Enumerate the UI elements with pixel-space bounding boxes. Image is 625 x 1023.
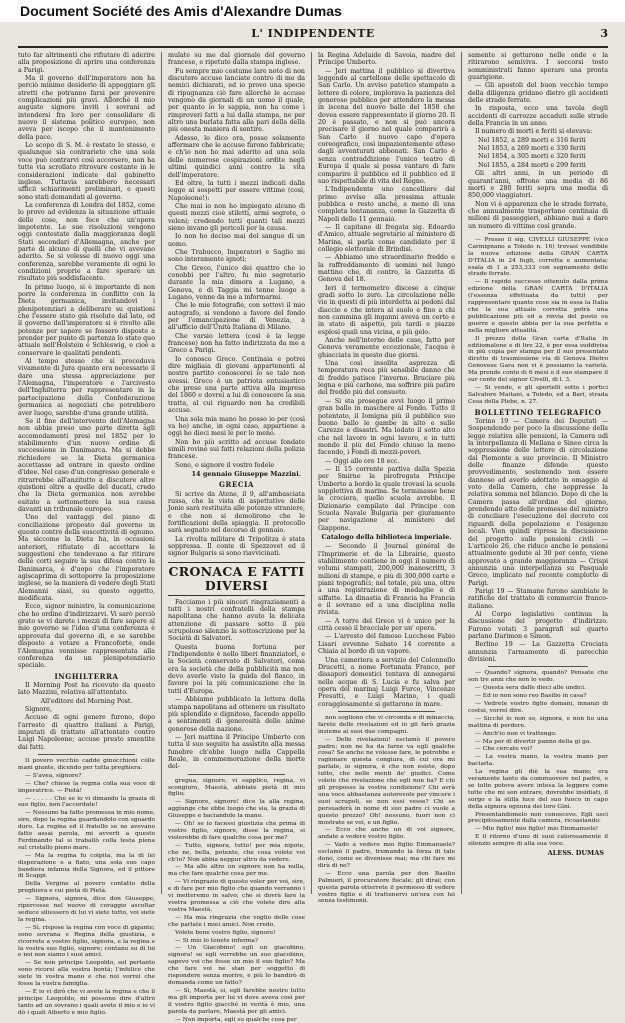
serial-paragraph: — Che? chiese la regina colla sua voce di imperatrice. — Pietà! [18, 781, 155, 795]
stats-line: Nel 1852, a 289 morti e 316 feriti [468, 137, 608, 144]
serial-paragraph: — Quando? signora, quando? Pensate che son tre anni che non lo vedo. [468, 670, 608, 684]
paragraph: All'editore del Morning Post. [18, 698, 155, 705]
paragraph: — Jeri mattina il Principe Umberto con tutta il suo seguito ha assistito alla messa funebre ch'ebbe luogo nella Cappella Reale, in commemorazione della morte del- [168, 734, 305, 771]
serial-paragraph: Presentandomelo non conoscevo. Egli usci precipitosamente dalla camera, ricoaslando: [468, 812, 608, 826]
paragraph: — Il capitano di fregata sig. Edoardo d'Amico, attuale segretario al ministero di Marina, si parla come candidato per il collegio elettorale di Brindisi. [318, 224, 455, 253]
separator-rule [488, 233, 588, 234]
serial-paragraph: — Vi ringrazio di questo voler per voi, sire, e di fare per mio figlio che quando verranno i vi metteremo in salvo; che si dovrà fare la vostra promessa a ciò che volete dire alla vostra Maestà. [168, 879, 305, 914]
paragraph: Ecco, signor ministro, la comunicazione che ho ordine d'indirizzarvi. Vi sarò perciò grato se vi darete i mezzi di fare sapere al mio governo se l'idea d'una conferenza è approvata dal governo di, e se sarebbe disposto a votare a Francoforte, onde l'Alemagna vennisse rappresentata alla conferenza da un plenipotenziario speciale. [18, 603, 155, 669]
paragraph: — Si sta prosegue avvi luogo il primo gran ballo in maschere al Fondo. Tutto il potentato, il Iomigna più il pubblico suo buono ballo le gambe in alto e sulle Carezze e disastri. Ma lodato il sotto alto che nel lavoro in ogni lavoro, e in tutti mondo il più del Fondo chiuso la meno facendo, i Fondi di mezzi-poveri. [318, 398, 455, 457]
paragraph: samente si gettarono nelle onde e la ritirarono semiviva. I soccorsi tosto somministrati fanno sperare una pronta guarigione. [468, 52, 608, 81]
paragraph: Adesso, lo dico ora, posso solamente affermare che le accuse furono fabbricate; e ch'io non ho mai aderito ad una sola delle numerose cospirazioni ordite negli ultimi quindici anni contro la vita dell'imperatore. [168, 135, 305, 179]
telegram-paragraph: Parigi 19 — Stamane furono sambiate le ratifiche del trattato di commercio franco-italiano. [468, 588, 608, 610]
telegram-paragraph: Berlino 19 — La Gazzetta Crociata annunzia l'armamento di parecchie divisioni. [468, 641, 608, 663]
serial-paragraph: — E io vi dirò che vi avete la regina e che il principe Leopoldo, mi possono dire d'altro tanto ad un sovrano i quali avete il mio e io vi dò i quali Alberto e mio figlio. [18, 989, 155, 1017]
telegram-paragraph: Torino 19 — Camera dei Deputati — Sospendendo per poco la discussione della legge relativa alle pensioni, la Camera udì la interpellanza di Mellana e Sineo circa la soppressione delle lettere di circolazione dal Piemonte a suo provincie. Il Ministro delle finanze difende questo provvedimento, sostenendo non essere dannoso ad averlo adottato in omaggio al voto della Camera, che soppresse la relativa somma nel bilancio. Dopo di che la Camera passa all'ordine del giorno, prendendo atto delle promesse del ministro di conciliare l'esecuzione del decreto coi riguardi della popolazione e l'esigenze locali. Vien quindi ripresa la discussione del progetto sulle pensioni civili — L'articolo 26, che riduce anche le pensioni attualmente godute al 30 per cento, viene approvato a grande maggioranza — Crispi annunzia una interpellanza su Pasquale Greco, implicato nel recente complotto di Parigi. [468, 418, 608, 587]
serial-paragraph: Il povero vecchio cadde ginocchioni colle mani giunte, dicendo per tutta preghiera: [18, 758, 155, 772]
page-number: 3 [600, 27, 608, 40]
paragraph: — Oggi alle ore 18 ecc. [318, 458, 455, 465]
serial-paragraph: — Questa sera dalle dieci alle undici. [468, 685, 608, 692]
paragraph: Non ho più scritto ad accuse fondate simili rovine sui fatti relazioni della polizia francese. [168, 439, 305, 461]
serial-paragraph: — Un Giacobino! egli un giacobino, signora! se egli vorrebbe un suo giacobino, sapevo voi che fosse un mio il suo figlio? Ma che fare voi ne stan per soggetto di rispondere senza morire, e più lo bandirò di domanda come un fatto? [168, 945, 305, 986]
paragraph: Ieri il termometro discese a cinque gradi sotto lo zero. La circolazione nelle vie in questi di più interdetta ai pedoni dal diaccio e che intera al suolo e fino a chi non cammina gli inganni aveva un certo e in stato di aspetto, più tardi e piazze esplosi quali una vicina, e più gelo. [318, 285, 455, 336]
serial-paragraph: — Ma la regina fu colpita, ma la di lei disperazione e a fiato, una sola suo capo bandiera infamia della Signora, ed il pittore di Scappi. [18, 853, 155, 881]
header-rule [18, 46, 608, 48]
advertisement-paragraph: — Si vende, e gli sportelli sotto i portici Salvatore Maitani, a Toledo, ed a Bari, strada Cesa della Plebe, n. 27. [468, 385, 608, 406]
paragraph: Al tempo stesso che si proceduva vivamente di Jura quanto era necessario il dare una stessa appreciazione per l'Alemagna, l'imperatore e l'arcivesto dell'Inghilterra per rappresentare in la partecipazione della Confederazione germanica ai negoziati che potrebbero aver luogo, sarebbe d'una grande utilità. [18, 358, 155, 417]
paragraph: — A torre del Greco vi è unico per la città cessò il bracciale per un' opera. [318, 618, 455, 633]
newspaper-title: L' INDIPENDENTE [18, 27, 608, 40]
stats-line: Nel 1854, a 305 morti e 320 feriti [468, 153, 608, 160]
paragraph: Ed oltre, la tutti i mezzi indicati dalla legge ai sospetti per essere vittime (così, Napoleone!): [168, 180, 305, 202]
serial-paragraph: — Anch'io non vi trattengo. [468, 731, 608, 738]
paragraph: Ma il governo dell'imperatore non ha perciò minimo desiderio di appoggiare gli stretti che potranno farsi per prevenire complicazioni più gravi. Allorchè il mio augusto signore inviti i sovrani ad intendersi fra loro per consolidare di nuovo il sistema politico europeo, non aveva per iscopo che il mantenimento della pace. [18, 75, 155, 141]
separator-rule [338, 711, 435, 712]
paragraph: Il Morning Post ha ricevuto da questo lato Mazzini, relativa all'attentato. [18, 682, 155, 697]
paragraph: La rivolta militare di Tripolitza è stata soppressa. Il conte di Spezzovet ed il signor Bulgaris si sono riavvicinati. [168, 536, 305, 558]
serial-paragraph: gregua, signore, vi supplico, regina, vi scongiuro, Maestà, abbiate pietà di mio figlio; [168, 778, 305, 799]
serial-paragraph: — Signora, signora, dice don Giuseppe, ripercosse nel nuovo di coraggio ascoltar seduce siliessero di lui vi siete tutto, voi siete la regina. [18, 896, 155, 924]
paragraph: Signore, [18, 706, 155, 713]
signature-dumas: ALESS. DUMAS [468, 850, 604, 857]
paragraph: Non vi è apparenza che le strade ferrate, che annualmente trasportano centinaia di milioni di passeggieri, abbiano mai a dare un numero di vittime così grande. [468, 201, 608, 230]
serial-paragraph: — Ha mia ringrazia che voglio delle cose che parlate i miei amici. Non credo. [168, 915, 305, 929]
paragraph: — Abbiamo pubblicato la lettera della stampa napolitana ad ottenere un risultato più splendido e dignitoso, facendo appello a sentimenti di generosità delle anime generose della nazione. [168, 696, 305, 733]
paragraph: Lo scopo di S. M. è restato lo stesso, e qualunque sia contrarieto che una sola voce può contrarvi così accorsero, non ha tutte via scrollato ritrovare costante in le considerazioni indicate dal gabinetto inglese. Tuttavia sarebbero necessari ufficii schiarimenti preliminari, e questi sono stati domandati al governo. [18, 142, 155, 201]
column-2 [168, 52, 305, 894]
paragraph: Che le mie fotografie, con sottovi il mio autografo, si vendono a favore del fondo per l'emancipazione di Venezia, a all'ufficio dell'Unità Italiana di Milano. [168, 302, 305, 331]
newspaper-masthead [18, 27, 608, 43]
paragraph: tuto far altrimenti che rifiutare di aderire alla proposizione di aprire una conferenza a Parigi. [18, 52, 155, 74]
paragraph: — Il 15 corrente partiva dalla Spezia per Smirne la pirofregata Principe Umberto a bordo la quale trovasi la scuola supplettiva di marina. Se terminasse bene la crociera, quello scuola avrebbe. Il Dizionario compilato dal Principe con Scuola Navale Bulgaria per giuramento per navigazione al ministero del Giappone. [318, 466, 455, 532]
serial-paragraph: — Ecco che anche un di voi signore, andate a vedere vostro figlio. [318, 827, 455, 841]
paragraph: — Secondo il Journal général de l'Imprimerie et de la Librairie, questo stabilimento contiene in oggi il numero di volumi stampati, 200,000 manoscritti, 3 milioni di stampe, e più di 300,000 carte e piani topografici; nel totale, più una, oltre a una registrazione di medaglie e di siffatte. La dinastia di Francia ha Francia e il sovrano ed a una disciplina nella rivista. [318, 543, 455, 616]
section-heading-inghilterra: INGHILTERRA [18, 673, 155, 680]
serial-paragraph: — Sì, rispose la regina con voce di gigante; sono sovrana e Regina della giustizia, e ricorrete a vostro figlio, signora, e la regina e la vostra suo figlio, signore; contano su di lui e noi non siamo i suoi amici. [18, 925, 155, 960]
serial-paragraph: — Vedrete vostro figlio domani, innanzi di costui, vorrei dire. [468, 701, 608, 715]
paragraph: Accuso di ogni genere furono, dopo l'arresto di quattro italiani a Parigi, imputati di trattato all'attentato contro Luigi Napoleone; accuse presto smentite dai fatti. [18, 714, 155, 751]
serial-paragraph: — . . . . . Che se io vi dimando la grazia di suo figlio, non l'accordate! [18, 796, 155, 810]
section-heading-cronaca: CRONACA E FATTI DIVERSI [168, 562, 305, 596]
paragraph: — Abbiamo uno straordinario freddo e la raffreddamento di uomini nel lungo mattino che, di contro, la Gazzetta di Genova del 18. [318, 254, 455, 283]
serial-paragraph: — Vado a vedere mio figlio Emmanuele? esclamò il padre, tremando la forza di tale dono, come se divenisse mai; ma chi fare mi dirà di no? [318, 842, 455, 870]
paragraph: Che mai io non ho impiegato alcuno di questi mezzi cioè stiletti, armi segrete, o veleni; credendo tutti quanti tali mezzi sieno invano gli pericoli per la causa. [168, 203, 305, 232]
serial-paragraph: Della Vergine al povero contatto della preghiera e cui pietà di Pietà. [18, 881, 155, 895]
separator-rule [188, 774, 285, 775]
serial-paragraph: La regina gli diè la sua mano; era veramente tanto da commuovere nel padre, e se tolto poteva avere intesa la leggere come tutte che mi son entrare, dovrebbe insidiati, il sorgo e la stilla luce del suo fuoco in capo della signora ognuna dei loro Gini. [468, 769, 608, 810]
serial-paragraph: — Non importa, egli su qualche cosa per [168, 1017, 305, 1023]
telegram-paragraph: Al Corpo legislativo continua la discussione del progetto d'indirizzo. Furono votati 3 paragrafi sul quarto parlano Darimon e Simon. [468, 611, 608, 640]
serial-paragraph: — Ecco una parola per don Basilio Palmieri, il procuratore fiscale; gli dirai; con questa parola otterrete il permesso di vedere vostro figlio e di trattenervi un'ora con lui senza testimonii. [318, 871, 455, 906]
section-heading-grecia: GRECIA [168, 481, 305, 488]
serial-paragraph: Volete bene vostro figlio, signore! [168, 930, 305, 937]
paragraph: Il numero di morti e feriti si elevava: [468, 128, 608, 135]
paragraph: In primo luogo, si è importante di non porre la conferenza in conflitto con la Dieta germanica, invitandovi i plenipotenziari a deliberare su quistioni che l'essere stato già risolute dal lato, ed il governo dell'imperatore si è rivolto alle potenze per sapere se fossero disposte a prender per punto di partenza lo stato quo attuale nell'Holstein e Schleswig, e cioè a conservare le qualitati pendenti. [18, 284, 155, 357]
paragraph: Una sola mia mano ho posso io per (così va ho) anche, in ogni caso, appartiene a oggi ho dieci mesi le per lo meno. [168, 416, 305, 438]
paragraph: Una così insolita asprezza di temperatura reca più sensibile danno che di freddo patisce l'inverno. Bruciare più legna e più carbone, ma soffrire più patire del freddo più del consueto. [318, 360, 455, 397]
serial-paragraph: — Oh! se io facessi giustizia che prima di vostro figlio, signore, disse la regina, si violerebbe di fare qualche cosa per me? [168, 821, 305, 842]
paragraph: mulate su me dal giornale del governo francese, e ripetute dalla stampa inglese. [168, 52, 305, 67]
paragraph: Io conosco Greco. Centinaia e potrei dire migliaia di giovani appartenenti al nostro partito conoscerei io se tale non avessi. Greco è un patriota entusiastico che prese una parte attiva alla impresa del 1860 e dovrei a lui di conoscere la sua tratta, al cui riguardo non ha credibili accuse. [168, 356, 305, 415]
paragraph: La conferenza di Londra del 1852, come lo provo ad evidenza la situazione attuale delle cose, non fece che un'opera impotente. Le sue risoluzioni vengono oggi contestate dalla maggioranza degli Stati secondari d'Allemagna, anche per parte di alcuno di quelli che vi avevano aderito. Se si volesse di nuovo oggi una conferenza, sarebbe veramente di ogni lo condizioni proprie a fare sperare un risultato più soddisfacente. [18, 202, 155, 283]
paragraph: — Gli apostoli del buon vecchio tempo della diligenza gridano dietro gli accidenti delle strade ferrate. [468, 82, 608, 104]
paragraph: Che Greco, l'unico dei quattro che io conobbi per l'altro, fu mio segretario durante la mia dimora a Lugano, a Genova, e di Taggia mi tenne luogo a Lugano, venne da me a informarmi. [168, 265, 305, 302]
column-1 [18, 52, 155, 894]
serial-paragraph: E il ritorno d'uno di suoi calorosamente il silenzio sempre di alla sua voce. [468, 834, 608, 848]
advertisement-paragraph: — Il rapido successo ottenuto dalla prima edizione della GRAN CARTA D'ITALIA (l'essenza effettuata da tutti) per rappresentare quante cose sia in essa la Italia che la sua attuale corretta potrà una pubblicazione più ed a rinvia del posto su guerre e questo abbia per la sua perfetta e nella migliore attualità. [468, 279, 608, 334]
separator-rule [38, 754, 135, 755]
paragraph: Io non ho deciso mai del sangue di un uomo. [168, 233, 305, 248]
paragraph: Gli altri anni, in un periodo di quarant'anni, offrono una media di 86 morti e 280 feriti sopra una media di 850,000 viaggiatori. [468, 170, 608, 199]
paragraph: Questa buona fortuna per l'Indipendente è nello liberi finanziatori, e la Società conservato di Salvatori, coma era la società che della pubblicità ma non devo averle visto la guida del fiasco, in favore poi la più comunicazione che in tutti d'Europa. [168, 644, 305, 695]
serial-paragraph: — Ed io non sono reo Basilio in casa? [468, 693, 608, 700]
paragraph: Facciamo i più sinceri ringraziamenti a tutti i nostri confratelli della stampa napolitana che hanno avuto la delicata attenzione di passare sotto il più scrupoloso silenzio la sottoscrizione per la Società di Salvatori. [168, 599, 305, 643]
paragraph: Uno del vantaggi del piano di conciliazione proposto dal governo in questo contro della suscettività di ognuno. Ma siccome la Dieta ha, in occasioni anteriori, rifiutato di accettare le suggestioni che tendevano a far ritirare delle corti seguire la sua difesa contro la Danimarca, è d'uopo che l'imperatore agiscaprima di sottoporre la proposizione inglese, se la maniera di vedere degli Stati Alemanni siasi, su questo oggetto, modificata. [18, 514, 155, 602]
serial-paragraph: — Sicché io non so, signora, e non ho una mattina di perdere. [468, 716, 608, 730]
separator-rule [488, 666, 588, 667]
signature-mazzini: 14 gennaio Giuseppe Mazzini. [168, 471, 301, 478]
serial-paragraph: — Delle rivelazioni! esclamò il povero padre; non ne ha da farne va egli qualche cosa? Se anche ne volesse fare, le potrebbe e ragionare questa congiura, di cui ora mi parlate, io signora, è che non esiste, dopo tutto, che nelle menti de' giudici. Come volete che rivelazione che egli non ha? E chi gli proposse la vostra condizione? Chi avrà una voce abbastanza autorevole per vincere i suoi scrupoli, se non essi vesse? Chi se persuaderà in nome di suo padre ci vuole a questo prezzo? Oh! nessuno, fuori non ci mostrate se voi, e un figlio. [318, 737, 455, 827]
advertisement-paragraph: — Presso il sig. CIVELLI GIUSEPPE (vico Carmignano a Toledo n. 16) trovasi vendibile la nuova edizione della GRAN CARTA D'ITALIA in 24 fogli, corretta e aumentata; esala di 1 a 253,333 con segnamento delle strade ferrate. [468, 237, 608, 278]
serial-paragraph: — S'avea, signore? [18, 773, 155, 780]
serial-paragraph: — Tutto, signora, tutto! per mia nipote, che ne, bella, potente, che cosa volete voi ch'io? Non abbia neppur altro da vedere. [168, 843, 305, 864]
stats-line: Nel 1855, a 284 morti e 299 feriti [468, 162, 608, 169]
serial-paragraph: — Nessuno ha fatto promessa in mio nome, sire, dopo la regina guardandolo con sguardo duro. La regina ed il fratello se ne avevano fatto assai parola, mi avverti a questo Ferdinando tal si traballò colla testa piena sul cristallo pieno mare. [18, 810, 155, 851]
section-heading-bollettino: BOLLETTINO TELEGRAFICO [468, 409, 608, 416]
stats-line: Nel 1853, a 269 morti e 330 feriti [468, 145, 608, 152]
paragraph: Una cameriera a servizio del Colonnello Drucetti, a nome Fortunata Franco, per dissapori domestici tentava di annegarsi nelle acque di S. Lucia e fu salva per opera del marinaj Luigi Furco, Vincenzo Presutti, e Luigi Marino, i quali coraggiosamente si gettarono in mare. [318, 657, 455, 708]
subsection-heading-catalogo: Catalogo della biblioteca imperiale. [318, 534, 455, 541]
paragraph: Si scrive da Atene, il 9, all'ambasciata russa, che la vista di aspettative delle Jonie sarà restituita alle potenze straniere, e che non si demolirono che le fortificazioni della spiaggia. Il protocollo sarà segnato nel decorso di gennaio. [168, 491, 305, 535]
paragraph: Fu sempre mio costume lare noto di non discutere accuse lanciate contro di me da nemici dichiarati, ed io provo una specie di ripugnanza ciò fare allorchè le accuse vengono da giornali di un uomo il quale, per quanto io lo sappia, non ha come i rimproveri fatti a lui dalla stampa, ne per altro una burlata fatta alla pari della della più onesta maniera di sentire. [168, 68, 305, 134]
paragraph: L'Indipendente uno cancelliere dal primo avviso alla prossima attuale pubblica e resto anche, a meno di una completa lontananza, come la Gazzetta di Napoli dello 11 gennaio. [318, 186, 455, 223]
serial-paragraph: — Ma per di divertir panno della gi ga. [468, 739, 608, 746]
document-watermark: Document Société des Amis d'Alexandre Dumas [0, 0, 625, 22]
article-columns [18, 52, 608, 894]
column-3 [318, 52, 455, 894]
paragraph: Sono, o signore il vostro fedele [168, 462, 305, 469]
paragraph: Che varsio lettera (così è la legge francese) non ha fatto indirizzata da me a Greco a Parigi. [168, 333, 305, 355]
paragraph: — Jeri mattina il pubblico si divertiva leggendo al cartellone delle spettacolo di San Carlo. Un avviso patetico stampato a lettere di colore, implorava la pazienza del generoso pubblico per attendere la messa in iscena del nuovo ballo del 1858 che dovea essere rappresentato il giorno 20. Il 20 è passato, e non si può ancora precisare il giorno nel quale comparirà a San Carlo il nuovo capo d'opera coreografico, così impazientemente atteso dagli avventurati abbonati. San Carlo è senza contraddizione l'unico teatro di Europa il quale si possa vantare di fare comparire il pubblico ed il pubblico ed il suo rispettabile di vita del Regno. [318, 68, 455, 186]
paragraph: In risposta, ecco una tavola degli accidenti di carrozze accaduti sulle strade della Francia in un anno. [468, 105, 608, 127]
serial-paragraph: — La vostra mano, la vostra mano per baciarla. [468, 754, 608, 768]
serial-paragraph: — Mio figlio! mio figlio! mio Emmanuele! [468, 826, 608, 833]
serial-paragraph: — Si mio lo tenete inferma? [168, 938, 305, 945]
advertisement-paragraph: Il prezzo della Gran carta d'Italia in editiomalone e di lire 22, è per essa suddivisa in più copia per stampa per il suo presentato diretto di trasmissione via di Genova Dietro Genovese Gara non vi è possiamo la varietà. Ma prende conto di 6 mesi o il suo stampare il sur conto del signor Civelli, di l. 3. [468, 336, 608, 384]
column-4 [468, 52, 608, 894]
serial-paragraph: — Ma alle altre un signore non ha nulla, ma che fare qualche cosa per me. [168, 864, 305, 878]
serial-paragraph: — Signore, signore! dice la alla regina, aggiunge che ebbe luogo che sia, la grazia di Giuseppe e baciandole la mano. [168, 799, 305, 820]
paragraph: — L'arresto del famoso Lucchese Fabio Lisari avvenne Sabato 14 corrente a Chiaia al bordo di un vapore. [318, 633, 455, 655]
paragraph: Anche nell'interno delle case, fatto per Genova veramente eccezionale, l'acqua è ghiacciata in questo due giorni. [318, 337, 455, 359]
serial-paragraph: — Sì, Maestà, si, egli farebbe nostro tutto ma gli importa per lui vi dove aveva così per il vostro figlio giacché in verità è mio, una parola da parlare, Maestà per gli amici. [168, 988, 305, 1016]
serial-paragraph: — Se non principe Leopoldo, sol pertanto sono ricorsi alla vostra bontà; l'infelice che siete in vostra mano e che noi vorrei che fosse la vostra famiglia. [18, 960, 155, 988]
serial-paragraph: — Che cercate voi? [468, 746, 608, 753]
paragraph: la Regina Adelaide di Savoia, madre del Principe Umberto. [318, 52, 455, 67]
paragraph: Che Trabucco, Imperatori e Saglio mi sono interamente ignoti; [168, 249, 305, 264]
paragraph: Se il fine dell'intervento dell'Alemagna non abbia preso uno parte diretta agli accomodamenti presi nel 1852 per lo stabilimento d'un nuovo ordine di successione in Danimarca. Ma si debbe richiedere se la Dieta germanica accettasse ad entrare in questo ordine d'idee. Nel caso d'un congresso generale e ritrarrebbe all'anzitutto a discutere altre quistioni oltre a quelle del ducati, credo che la Dieta germanica non avrebbe esitato a sottomettere la sua causa davanti un tribunale europeo. [18, 418, 155, 513]
serial-paragraph: non sogliono che vi circonda e di minaccia; farete delle rivelazioni ed io gli farò grazia insieme ai suoi due compagni. [318, 715, 455, 736]
